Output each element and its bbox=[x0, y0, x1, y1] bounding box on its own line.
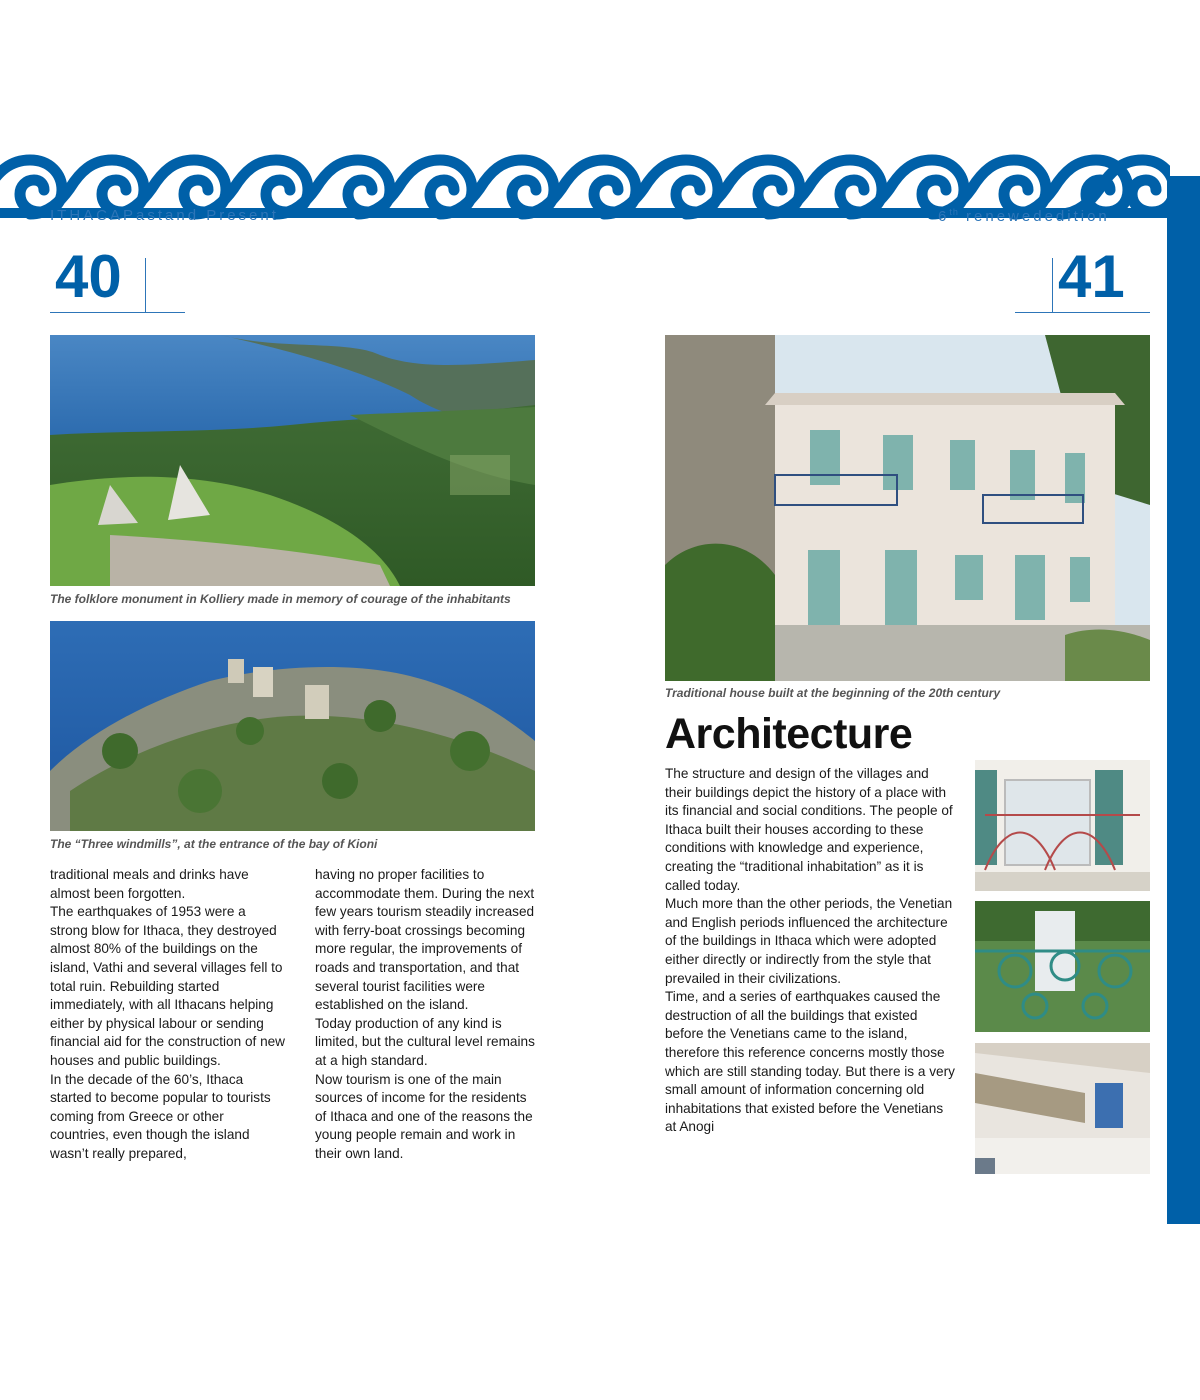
paragraph: having no proper facilities to accommodate them. During the next few years tourism steadily increased with ferry-boat crossings becoming more regular, the improvements of roads and transportation, and that several tourist facilities were established on the island. bbox=[315, 867, 535, 1013]
paragraph: traditional meals and drinks have almost been forgotten. bbox=[50, 867, 249, 901]
paragraph: The earthquakes of 1953 were a strong blow for Ithaca, they destroyed almost 80% of the buildings on the island, Vathi and several villages fell to total ruin. Rebuilding started immediately, with all Ithacans helping either by physical labour or sending financial aid for the construction of new houses and public buildings. bbox=[50, 904, 286, 1068]
page-number-right: 41 bbox=[1058, 243, 1125, 310]
photo-caption: The folklore monument in Kolliery made in memory of courage of the inhabitants bbox=[50, 592, 511, 606]
paragraph: Time, and a series of earthquakes caused the destruction of all the buildings that existed before the Venetians came to the island, therefore this reference concerns mostly those which are still standing today. But there is a very small amount of information concerning old inhabitations that existed before the Venetians at Anogi bbox=[665, 989, 955, 1135]
running-title-left: ITHACAPastand Present bbox=[50, 207, 279, 224]
page-number-rule-left bbox=[50, 312, 185, 313]
section-title: Architecture bbox=[665, 710, 913, 758]
page-number-divider-left bbox=[145, 258, 146, 312]
photo-window-balcony bbox=[975, 760, 1150, 891]
page-number-rule-right bbox=[1015, 312, 1150, 313]
paragraph: The structure and design of the villages and their buildings depict the history of a place with its financial and social conditions. The people of Ithaca built their houses according to these conditions with knowledge and experience, creating the “traditional inhabitation” as it is called today. bbox=[665, 766, 953, 893]
paragraph: Today production of any kind is limited, but the cultural level remains at a high standard. bbox=[315, 1015, 535, 1068]
running-title-right: 6th renewededition bbox=[938, 207, 1110, 225]
page-edge-bar bbox=[1167, 176, 1200, 1224]
text-column-1 bbox=[50, 866, 285, 1164]
paragraph: Much more than the other periods, the Venetian and English periods influenced the architecture of the buildings in Ithaca which were adopted either directly or indirectly from the style that prevailed in their civilizations. bbox=[665, 896, 953, 986]
page-number-divider-right bbox=[1052, 258, 1053, 312]
photo-caption: Traditional house built at the beginning of the 20th century bbox=[665, 686, 1001, 700]
photo-stone-balcony bbox=[975, 1043, 1150, 1174]
paragraph: In the decade of the 60’s, Ithaca started to become popular to tourists coming from Greece or other countries, even though the island wasn’t really prepared, bbox=[50, 1071, 271, 1161]
photo-traditional-house bbox=[665, 335, 1150, 681]
photo-three-windmills bbox=[50, 621, 535, 831]
architecture-text bbox=[665, 765, 955, 1137]
photo-iron-gate bbox=[975, 901, 1150, 1032]
photo-caption: The “Three windmills”, at the entrance of the bay of Kioni bbox=[50, 837, 378, 851]
photo-kolliery-monument bbox=[50, 335, 535, 586]
page-number-left: 40 bbox=[55, 243, 122, 310]
text-column-2 bbox=[315, 866, 535, 1164]
paragraph: Now tourism is one of the main sources of income for the residents of Ithaca and one of the reasons the young people remain and work in their own land. bbox=[315, 1071, 533, 1161]
